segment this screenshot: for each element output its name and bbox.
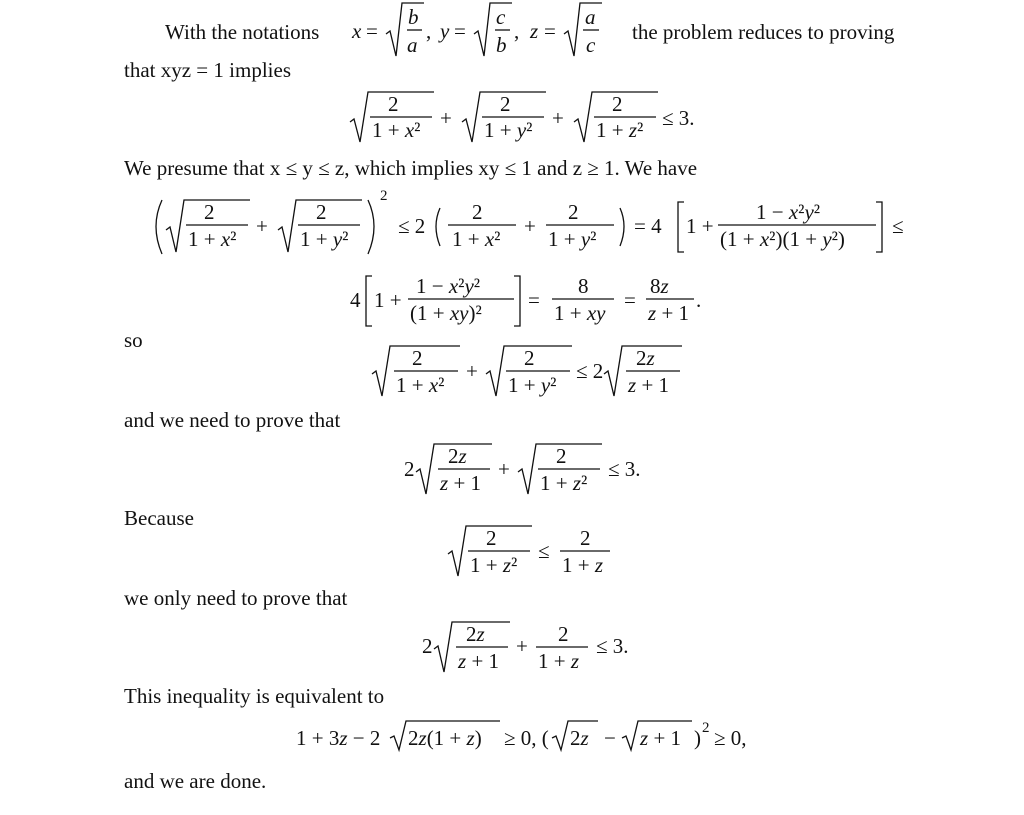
svg-text:+: + xyxy=(440,106,452,130)
svg-text:1 + y²: 1 + y² xyxy=(508,373,557,397)
svg-text:2z: 2z xyxy=(448,444,467,468)
svg-text:2: 2 xyxy=(316,200,327,224)
svg-text:2z(1 + z): 2z(1 + z) xyxy=(408,726,482,750)
svg-text:=: = xyxy=(528,288,540,312)
equation-chain-line-1 xyxy=(148,186,918,264)
svg-text:1 + y²: 1 + y² xyxy=(548,227,597,251)
svg-text:4: 4 xyxy=(350,288,361,312)
svg-text:2: 2 xyxy=(388,92,399,116)
svg-text:+: + xyxy=(466,359,478,383)
svg-text:≤ 3.: ≤ 3. xyxy=(608,457,641,481)
svg-text:2z: 2z xyxy=(466,622,485,646)
svg-text:): ) xyxy=(694,726,701,750)
svg-text:a: a xyxy=(407,33,418,57)
svg-text:2: 2 xyxy=(412,346,423,370)
svg-text:=: = xyxy=(544,19,556,43)
svg-text:1 − x²y²: 1 − x²y² xyxy=(756,200,821,224)
paragraph-so: so xyxy=(124,328,143,352)
svg-text:c: c xyxy=(586,33,596,57)
svg-text:≥ 0, (: ≥ 0, ( xyxy=(504,726,549,750)
paragraph-equivalent: This inequality is equivalent to xyxy=(124,684,385,708)
equation-bound-two-terms xyxy=(370,340,700,402)
paragraph-notations-lead: With the notations xyxy=(165,20,320,44)
svg-text:1 + 3z − 2: 1 + 3z − 2 xyxy=(296,726,381,750)
svg-text:z + 1: z + 1 xyxy=(640,726,682,750)
svg-text:,: , xyxy=(426,19,432,43)
equation-notations xyxy=(352,0,637,62)
svg-text:(1 + xy)²: (1 + xy)² xyxy=(410,301,482,325)
svg-text:1 + z: 1 + z xyxy=(538,649,580,673)
svg-text:2: 2 xyxy=(524,346,535,370)
paragraph-implies: that xyz = 1 implies xyxy=(124,58,291,82)
svg-text:1 + z: 1 + z xyxy=(562,553,604,577)
svg-text:8z: 8z xyxy=(650,274,669,298)
svg-text:1 +: 1 + xyxy=(686,214,714,238)
svg-text:z: z xyxy=(530,19,539,43)
equation-sqrt-bound xyxy=(446,520,626,582)
svg-text:(1 + x²)(1 + y²): (1 + x²)(1 + y²) xyxy=(720,227,845,251)
svg-text:1 − x²y²: 1 − x²y² xyxy=(416,274,481,298)
equation-chain-line-2 xyxy=(350,270,720,334)
svg-text:1 + y²: 1 + y² xyxy=(300,227,349,251)
paragraph-because: Because xyxy=(124,506,194,530)
svg-text:+: + xyxy=(552,106,564,130)
svg-text:c: c xyxy=(496,5,506,29)
svg-text:−: − xyxy=(604,726,616,750)
svg-text:2: 2 xyxy=(580,526,591,550)
svg-text:2z: 2z xyxy=(636,346,655,370)
svg-text:+: + xyxy=(498,457,510,481)
svg-text:x: x xyxy=(352,19,362,43)
svg-text:≤: ≤ xyxy=(892,214,904,238)
svg-text:b: b xyxy=(496,33,507,57)
svg-text:2: 2 xyxy=(568,200,579,224)
svg-text:1 + z²: 1 + z² xyxy=(470,553,518,577)
paragraph-done: and we are done. xyxy=(124,769,267,793)
svg-text:2: 2 xyxy=(472,200,483,224)
svg-text:+: + xyxy=(516,634,528,658)
svg-text:2z: 2z xyxy=(570,726,589,750)
svg-text:≤: ≤ xyxy=(538,539,550,563)
svg-text:1 + x²: 1 + x² xyxy=(188,227,237,251)
svg-text:+: + xyxy=(256,214,268,238)
svg-text:z + 1: z + 1 xyxy=(440,471,482,495)
svg-text:y: y xyxy=(440,19,450,43)
svg-text:2: 2 xyxy=(500,92,511,116)
svg-text:2: 2 xyxy=(702,720,710,736)
svg-text:2: 2 xyxy=(404,457,415,481)
paragraph-notations-tail: the problem reduces to proving xyxy=(632,20,895,44)
svg-text:b: b xyxy=(408,5,419,29)
equation-equivalent-form xyxy=(296,712,776,756)
equation-reduced-inequality xyxy=(404,440,674,500)
svg-text:=: = xyxy=(454,19,466,43)
svg-text:1 + x²: 1 + x² xyxy=(372,118,421,142)
svg-text:z + 1: z + 1 xyxy=(628,373,670,397)
svg-text:= 4: = 4 xyxy=(634,214,662,238)
svg-text:+: + xyxy=(524,214,536,238)
paragraph-only-need: we only need to prove that xyxy=(124,586,348,610)
svg-text:1 + y²: 1 + y² xyxy=(484,118,533,142)
svg-text:1 + z²: 1 + z² xyxy=(540,471,588,495)
svg-text:z + 1: z + 1 xyxy=(458,649,500,673)
paragraph-need-to-prove: and we need to prove that xyxy=(124,408,341,432)
svg-text:2: 2 xyxy=(422,634,433,658)
svg-text:1 + x²: 1 + x² xyxy=(452,227,501,251)
equation-final-inequality xyxy=(422,616,662,678)
svg-text:≤ 3.: ≤ 3. xyxy=(596,634,629,658)
svg-text:1 + z²: 1 + z² xyxy=(596,118,644,142)
svg-text:≤ 2: ≤ 2 xyxy=(576,359,604,383)
svg-text:≥ 0,: ≥ 0, xyxy=(714,726,747,750)
svg-text:=: = xyxy=(624,288,636,312)
svg-text:2: 2 xyxy=(380,188,388,204)
svg-text:1 +: 1 + xyxy=(374,288,402,312)
svg-text:.: . xyxy=(696,288,702,312)
svg-text:2: 2 xyxy=(486,526,497,550)
equation-main-inequality xyxy=(348,88,718,146)
svg-text:≤ 3.: ≤ 3. xyxy=(662,106,695,130)
svg-text:1 + x²: 1 + x² xyxy=(396,373,445,397)
svg-text:,: , xyxy=(514,19,520,43)
svg-text:2: 2 xyxy=(612,92,623,116)
svg-text:≤ 2: ≤ 2 xyxy=(398,214,426,238)
paragraph-presume: We presume that x ≤ y ≤ z, which implies xy ≤ 1 and z ≥ 1. We have xyxy=(124,156,698,180)
svg-text:2: 2 xyxy=(558,622,569,646)
svg-text:2: 2 xyxy=(556,444,567,468)
svg-text:1 + xy: 1 + xy xyxy=(554,301,606,325)
svg-text:=: = xyxy=(366,19,378,43)
svg-text:2: 2 xyxy=(204,200,215,224)
svg-text:8: 8 xyxy=(578,274,589,298)
svg-text:z + 1: z + 1 xyxy=(648,301,690,325)
svg-text:a: a xyxy=(585,5,596,29)
